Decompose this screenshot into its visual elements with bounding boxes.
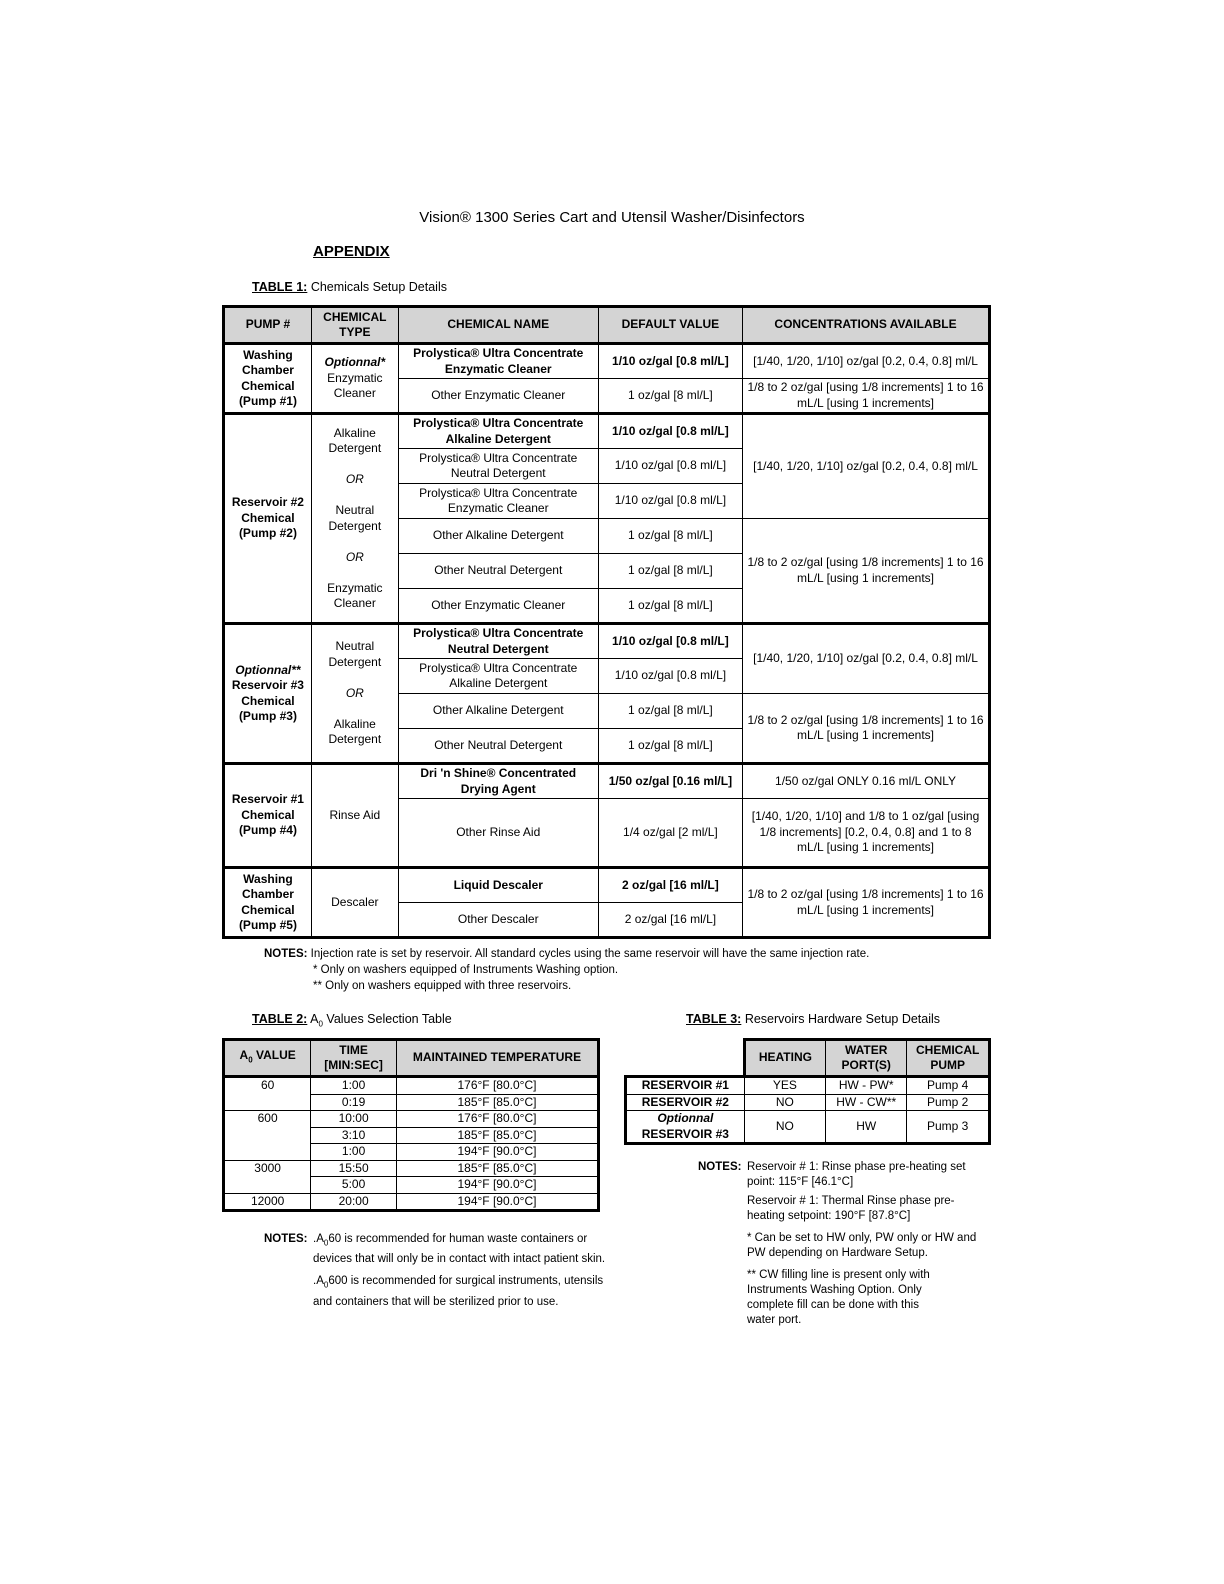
default-value: 1/10 oz/gal [0.8 ml/L] xyxy=(598,344,742,379)
default-value: 2 oz/gal [16 ml/L] xyxy=(598,868,742,903)
chemical-name: Other Neutral Detergent xyxy=(398,554,598,589)
chemical-name: Other Enzymatic Cleaner xyxy=(398,379,598,414)
note-sub: 0 xyxy=(323,1238,329,1248)
chemical-pump: Pump 2 xyxy=(907,1094,990,1111)
temperature: 185°F [85.0°C] xyxy=(396,1160,598,1177)
chemical-name: Other Rinse Aid xyxy=(398,799,598,868)
default-value: 1 oz/gal [8 ml/L] xyxy=(598,379,742,414)
type-5-cell: Descaler xyxy=(311,868,398,938)
chemical-name: Other Enzymatic Cleaner xyxy=(398,589,598,624)
header-temperature: MAINTAINED TEMPERATURE xyxy=(396,1040,598,1077)
time: 10:00 xyxy=(311,1111,397,1128)
reservoir-note: * Can be set to HW only, PW only or HW and PW depending on Hardware Setup. xyxy=(747,1232,977,1259)
default-value: 1 oz/gal [8 ml/L] xyxy=(598,554,742,589)
note-line: * Only on washers equipped of Instruments Washing option. xyxy=(313,964,619,976)
reservoir-name xyxy=(626,1111,745,1144)
note-b: 60 is recommended for human waste containers or devices that will only be in contact with intact patient skin. xyxy=(313,1233,606,1266)
a0-note-2 xyxy=(313,1273,618,1309)
default-value: 1/10 oz/gal [0.8 ml/L] xyxy=(598,484,742,519)
chemical-name: Prolystica® Ultra Concentrate Enzymatic Cleaner xyxy=(398,344,598,379)
note-line: Injection rate is set by reservoir. All standard cycles using the same reservoir will have the same injection rate. xyxy=(310,948,870,960)
time: 15:50 xyxy=(311,1160,397,1177)
chemical-name: Other Alkaline Detergent xyxy=(398,519,598,554)
a0-value: 60 xyxy=(224,1077,311,1111)
note-sub: 0 xyxy=(323,1280,329,1290)
h-sub: 0 xyxy=(248,1055,253,1065)
table3-caption xyxy=(686,1012,940,1026)
header-default-value: DEFAULT VALUE xyxy=(598,307,742,344)
water-port: HW - CW** xyxy=(826,1094,907,1111)
concentrations: [1/40, 1/20, 1/10] and 1/8 to 1 oz/gal [using 1/8 increments] [0.2, 0.4, 0.8] and 1 to 8 mL/L [using 1 increments] xyxy=(743,799,990,868)
reservoir-name: RESERVOIR #2 xyxy=(626,1094,745,1111)
default-value: 1 oz/gal [8 ml/L] xyxy=(598,729,742,764)
chemical-name: Dri 'n Shine® Concentrated Drying Agent xyxy=(398,764,598,799)
concentrations: [1/40, 1/20, 1/10] oz/gal [0.2, 0.4, 0.8] ml/L xyxy=(743,344,990,379)
default-value: 1/10 oz/gal [0.8 ml/L] xyxy=(598,624,742,659)
optional-label: Optionnal xyxy=(657,1111,714,1125)
chemical-name: Prolystica® Ultra Concentrate Alkaline Detergent xyxy=(398,414,598,449)
time: 1:00 xyxy=(311,1077,397,1095)
water-port: HW xyxy=(826,1111,907,1144)
reservoir-note: ** CW filling line is present only with Instruments Washing Option. Only complete fill can be done with this water port. xyxy=(747,1269,930,1326)
reservoir-3-text: RESERVOIR #3 xyxy=(641,1126,729,1141)
table2-label: TABLE 2: xyxy=(252,1012,308,1026)
concentrations: 1/8 to 2 oz/gal [using 1/8 increments] 1 to 16 mL/L [using 1 increments] xyxy=(743,379,990,414)
type-enzymatic: Enzymatic Cleaner xyxy=(327,580,383,610)
appendix-heading: APPENDIX xyxy=(313,243,390,260)
heating: NO xyxy=(744,1111,825,1144)
or-label: OR xyxy=(345,549,364,564)
table3-label: TABLE 3: xyxy=(686,1012,742,1026)
notes-label: NOTES: xyxy=(264,1233,308,1245)
pump-1-cell: Washing Chamber Chemical (Pump #1) xyxy=(224,344,312,414)
temperature: 194°F [90.0°C] xyxy=(396,1144,598,1161)
header-pump: PUMP # xyxy=(224,307,312,344)
table2-caption xyxy=(252,1012,452,1029)
type-1-text: Enzymatic Cleaner xyxy=(327,370,383,401)
table3-caption-text: Reservoirs Hardware Setup Details xyxy=(744,1012,941,1026)
temperature: 194°F [90.0°C] xyxy=(396,1193,598,1211)
table1-caption-text: Chemicals Setup Details xyxy=(310,280,447,294)
time: 20:00 xyxy=(311,1193,397,1211)
default-value: 1 oz/gal [8 ml/L] xyxy=(598,589,742,624)
chemical-pump: Pump 4 xyxy=(907,1077,990,1095)
chemical-name: Liquid Descaler xyxy=(398,868,598,903)
a0-note-1 xyxy=(313,1231,618,1267)
time: 3:10 xyxy=(311,1127,397,1144)
reservoir-note: Reservoir # 1: Thermal Rinse phase pre-heating setpoint: 190°F [87.8°C] xyxy=(747,1195,955,1222)
reservoirs-table xyxy=(624,1038,991,1145)
heating: YES xyxy=(744,1077,825,1095)
type-alkaline: Alkaline Detergent xyxy=(328,425,382,455)
header-time: TIME [MIN:SEC] xyxy=(311,1040,397,1077)
reservoir-name: RESERVOIR #1 xyxy=(626,1077,745,1095)
type-4-cell: Rinse Aid xyxy=(311,764,398,868)
temperature: 185°F [85.0°C] xyxy=(396,1127,598,1144)
type-neutral: Neutral Detergent xyxy=(328,639,382,669)
h-a: A xyxy=(239,1048,249,1063)
water-port: HW - PW* xyxy=(826,1077,907,1095)
optional-label: Optionnal** xyxy=(235,662,301,677)
temperature: 176°F [80.0°C] xyxy=(396,1077,598,1095)
chemical-name: Other Alkaline Detergent xyxy=(398,694,598,729)
default-value: 1/10 oz/gal [0.8 ml/L] xyxy=(598,414,742,449)
or-label: OR xyxy=(345,472,364,486)
concentrations: [1/40, 1/20, 1/10] oz/gal [0.2, 0.4, 0.8] ml/L xyxy=(743,624,990,694)
header-heating: HEATING xyxy=(744,1040,825,1077)
table2-caption-sub: 0 xyxy=(318,1019,323,1029)
a0-value: 600 xyxy=(224,1111,311,1161)
table1-notes xyxy=(264,946,924,994)
time: 5:00 xyxy=(311,1177,397,1194)
header-chemical-pump: CHEMICAL PUMP xyxy=(907,1040,990,1077)
default-value: 1/10 oz/gal [0.8 ml/L] xyxy=(598,659,742,694)
header-chemical-type: CHEMICAL TYPE xyxy=(311,307,398,344)
note-a: .A xyxy=(313,1233,324,1245)
pump-3-text: Reservoir #3 Chemical (Pump #3) xyxy=(231,678,304,723)
heating: NO xyxy=(744,1094,825,1111)
pump-4-cell: Reservoir #1 Chemical (Pump #4) xyxy=(224,764,312,868)
a0-value: 12000 xyxy=(224,1193,311,1211)
type-1-cell xyxy=(311,344,398,414)
chemical-name: Prolystica® Ultra Concentrate Neutral Detergent xyxy=(398,624,598,659)
header-chemical-name: CHEMICAL NAME xyxy=(398,307,598,344)
type-neutral: Neutral Detergent xyxy=(328,503,382,533)
concentrations: 1/50 oz/gal ONLY 0.16 ml/L ONLY xyxy=(743,764,990,799)
pump-3-cell xyxy=(224,624,312,764)
note-a: .A xyxy=(313,1275,324,1288)
pump-5-cell: Washing Chamber Chemical (Pump #5) xyxy=(224,868,312,938)
temperature: 194°F [90.0°C] xyxy=(396,1177,598,1194)
table2-notes xyxy=(264,1231,624,1310)
time: 1:00 xyxy=(311,1144,397,1161)
chemical-name: Prolystica® Ultra Concentrate Enzymatic Cleaner xyxy=(398,484,598,519)
pump-2-cell: Reservoir #2 Chemical (Pump #2) xyxy=(224,414,312,624)
table2-caption-a: A xyxy=(310,1012,319,1026)
type-3-cell xyxy=(311,624,398,764)
default-value: 2 oz/gal [16 ml/L] xyxy=(598,903,742,938)
a0-value: 3000 xyxy=(224,1160,311,1193)
concentrations: 1/8 to 2 oz/gal [using 1/8 increments] 1 to 16 mL/L [using 1 increments] xyxy=(743,868,990,938)
table1-caption xyxy=(252,280,447,294)
concentrations: [1/40, 1/20, 1/10] oz/gal [0.2, 0.4, 0.8] ml/L xyxy=(743,414,990,519)
note-b: 600 is recommended for surgical instruments, utensils and containers that will be sterilized prior to use. xyxy=(313,1275,604,1308)
chemical-name: Prolystica® Ultra Concentrate Neutral Detergent xyxy=(398,449,598,484)
temperature: 176°F [80.0°C] xyxy=(396,1111,598,1128)
table1-label: TABLE 1: xyxy=(252,280,308,294)
or-label: OR xyxy=(345,685,364,700)
empty-corner xyxy=(626,1040,745,1077)
note-line: ** Only on washers equipped with three reservoirs. xyxy=(313,980,572,992)
concentrations: 1/8 to 2 oz/gal [using 1/8 increments] 1 to 16 mL/L [using 1 increments] xyxy=(743,694,990,764)
h-b: VALUE xyxy=(255,1048,296,1063)
table3-notes xyxy=(698,1160,988,1328)
page-title: Vision® 1300 Series Cart and Utensil Washer/Disinfectors xyxy=(419,209,805,226)
table2-caption-b: Values Selection Table xyxy=(326,1012,452,1026)
chemical-pump: Pump 3 xyxy=(907,1111,990,1144)
default-value: 1 oz/gal [8 ml/L] xyxy=(598,519,742,554)
time: 0:19 xyxy=(311,1094,397,1111)
chemical-name: Other Descaler xyxy=(398,903,598,938)
header-a0-value xyxy=(224,1040,311,1077)
default-value: 1/50 oz/gal [0.16 ml/L] xyxy=(598,764,742,799)
notes-label: NOTES: xyxy=(264,948,308,960)
chemical-name: Prolystica® Ultra Concentrate Alkaline Detergent xyxy=(398,659,598,694)
concentrations: 1/8 to 2 oz/gal [using 1/8 increments] 1 to 16 mL/L [using 1 increments] xyxy=(743,519,990,624)
default-value: 1 oz/gal [8 ml/L] xyxy=(598,694,742,729)
temperature: 185°F [85.0°C] xyxy=(396,1094,598,1111)
a0-values-table xyxy=(222,1038,600,1212)
notes-label: NOTES: xyxy=(698,1161,742,1173)
default-value: 1/10 oz/gal [0.8 ml/L] xyxy=(598,449,742,484)
reservoir-note: Reservoir # 1: Rinse phase pre-heating set point: 115°F [46.1°C] xyxy=(747,1161,966,1188)
optional-label: Optionnal* xyxy=(324,355,386,370)
default-value: 1/4 oz/gal [2 ml/L] xyxy=(598,799,742,868)
header-concentrations: CONCENTRATIONS AVAILABLE xyxy=(743,307,990,344)
type-2-cell xyxy=(311,414,398,624)
chemicals-table xyxy=(222,305,991,939)
type-alkaline: Alkaline Detergent xyxy=(328,716,382,747)
chemical-name: Other Neutral Detergent xyxy=(398,729,598,764)
header-water-ports: WATER PORT(S) xyxy=(826,1040,907,1077)
